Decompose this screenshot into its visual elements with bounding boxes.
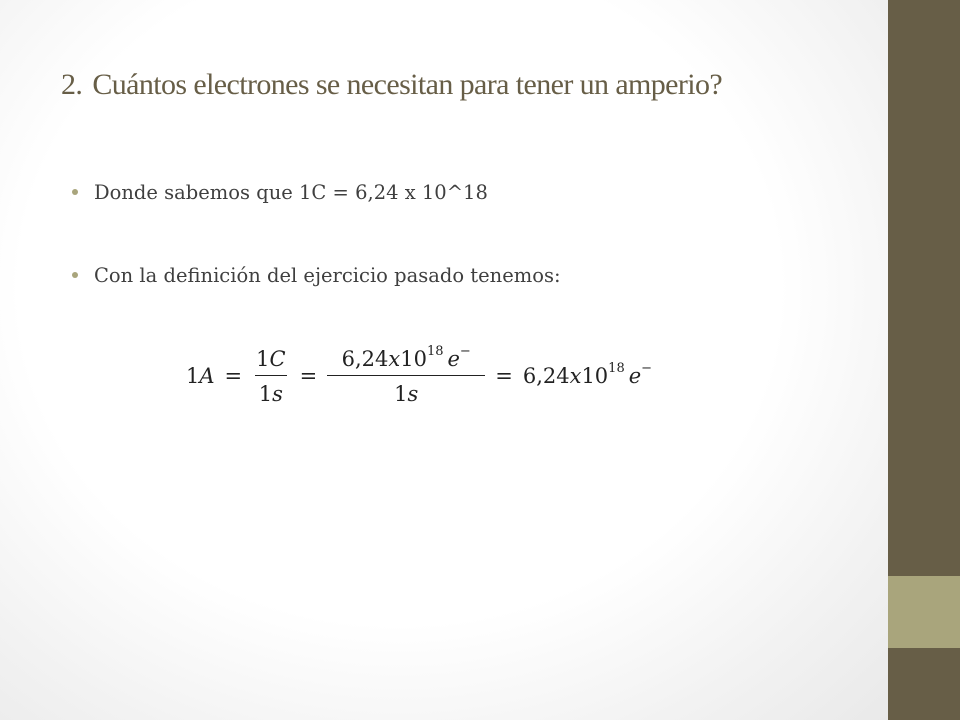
eq-equals: = [299, 364, 318, 388]
title-number: 2. [61, 68, 83, 101]
eq-equals: = [495, 364, 513, 388]
eq-lhs: 1A [186, 364, 215, 388]
bullet-dot-icon [72, 272, 78, 278]
bullet-item [72, 181, 488, 204]
bullet-text: Con la definición del ejercicio pasado tenemos: [94, 264, 561, 287]
title-text: Cuántos electrones se necesitan para tener un amperio? [92, 68, 723, 101]
fraction-numerator: 1C [256, 346, 286, 371]
fraction-denominator: 1s [255, 375, 287, 406]
fraction-coulomb-per-second [252, 347, 289, 406]
slide-title [61, 68, 861, 102]
eq-rhs: $6,24x10^{18}$ e− [522, 361, 653, 388]
sidebar-band-bottom [888, 648, 960, 720]
sidebar-band-middle [888, 576, 960, 648]
fraction-denominator: 1s [327, 375, 485, 406]
sidebar-band-top [888, 0, 960, 576]
bullet-dot-icon [72, 189, 78, 195]
fraction-electrons-per-second [327, 343, 485, 406]
fraction-numerator: $6,24x10^{18}$ e− [341, 343, 471, 371]
bullet-text: Donde sabemos que 1C = 6,24 x 10^18 [94, 181, 488, 204]
bullet-item [72, 264, 561, 287]
equation [186, 336, 652, 416]
eq-equals: = [224, 364, 243, 388]
